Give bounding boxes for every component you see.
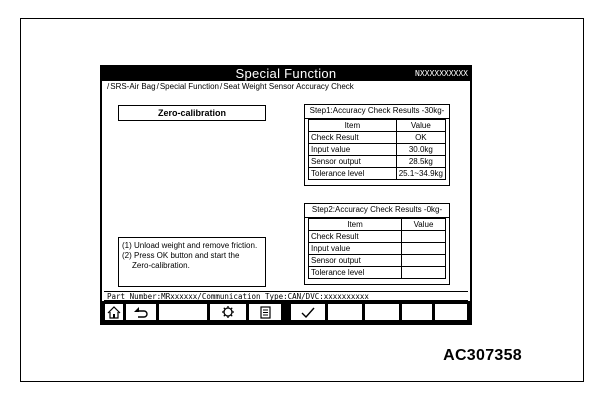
step1-results-panel xyxy=(304,104,450,186)
home-icon xyxy=(107,306,121,319)
ecu-button[interactable] xyxy=(209,303,247,321)
home-button[interactable] xyxy=(104,303,124,321)
row-item: Sensor output xyxy=(309,255,402,267)
row-value: 30.0kg xyxy=(396,144,445,156)
table-header-row xyxy=(309,120,446,132)
table-row xyxy=(309,267,446,279)
table-header-row xyxy=(309,219,446,231)
table-row xyxy=(309,144,446,156)
toolbar-slot-9[interactable] xyxy=(401,303,433,321)
figure-reference-code: AC307358 xyxy=(443,347,522,364)
back-button[interactable] xyxy=(125,303,157,321)
breadcrumb: /SRS-Air Bag/Special Function/Seat Weight Sensor Accuracy Check xyxy=(107,82,354,91)
row-item: Input value xyxy=(309,243,402,255)
toolbar-slot-7[interactable] xyxy=(327,303,363,321)
step1-title: Step1:Accuracy Check Results -30kg- xyxy=(305,105,449,119)
step2-title: Step2:Accuracy Check Results -0kg- xyxy=(305,204,449,218)
row-value xyxy=(402,255,446,267)
print-button[interactable] xyxy=(248,303,282,321)
row-item: Check Result xyxy=(309,231,402,243)
breadcrumb-srs-air-bag[interactable]: SRS-Air Bag xyxy=(110,82,156,91)
toolbar-slot-8[interactable] xyxy=(364,303,400,321)
step2-table xyxy=(308,218,446,279)
row-value xyxy=(402,243,446,255)
zero-calibration-label: Zero-calibration xyxy=(118,105,266,121)
table-row xyxy=(309,255,446,267)
instruction-line: (2) Press OK button and start the xyxy=(122,251,240,260)
ok-checkmark-icon xyxy=(301,307,315,318)
table-row xyxy=(309,132,446,144)
back-icon xyxy=(133,306,149,319)
breadcrumb-seat-weight-sensor-accuracy-check: Seat Weight Sensor Accuracy Check xyxy=(223,82,354,91)
row-value: 28.5kg xyxy=(396,156,445,168)
step2-results-panel xyxy=(304,203,450,285)
title-bar xyxy=(102,67,470,81)
row-value: 25.1~34.9kg xyxy=(396,168,445,180)
column-header-item: Item xyxy=(309,219,402,231)
app-screen xyxy=(100,65,472,325)
row-item: Tolerance level xyxy=(309,168,397,180)
column-header-value: Value xyxy=(396,120,445,132)
row-value xyxy=(402,267,446,279)
row-item: Sensor output xyxy=(309,156,397,168)
table-row xyxy=(309,156,446,168)
table-row xyxy=(309,168,446,180)
column-header-item: Item xyxy=(309,120,397,132)
instructions-box xyxy=(118,237,266,287)
toolbar xyxy=(102,301,470,323)
row-value: OK xyxy=(396,132,445,144)
title-right-code: NXXXXXXXXXX xyxy=(415,69,468,78)
window-title: Special Function xyxy=(235,66,337,81)
ecu-icon xyxy=(221,305,235,319)
row-item: Check Result xyxy=(309,132,397,144)
print-icon xyxy=(260,306,271,319)
row-value xyxy=(402,231,446,243)
status-bar: Part Number:MRxxxxxx/Communication Type:CAN/DVC:xxxxxxxxxx xyxy=(104,291,468,301)
step1-table xyxy=(308,119,446,180)
table-row xyxy=(309,243,446,255)
column-header-value: Value xyxy=(402,219,446,231)
toolbar-slot-3[interactable] xyxy=(158,303,208,321)
breadcrumb-special-function[interactable]: Special Function xyxy=(159,82,219,91)
row-item: Input value xyxy=(309,144,397,156)
row-item: Tolerance level xyxy=(309,267,402,279)
table-row xyxy=(309,231,446,243)
toolbar-slot-10[interactable] xyxy=(434,303,468,321)
instruction-line: (1) Unload weight and remove friction. xyxy=(122,241,258,250)
instruction-line: Zero-calibration. xyxy=(132,261,190,270)
ok-button[interactable] xyxy=(290,303,326,321)
